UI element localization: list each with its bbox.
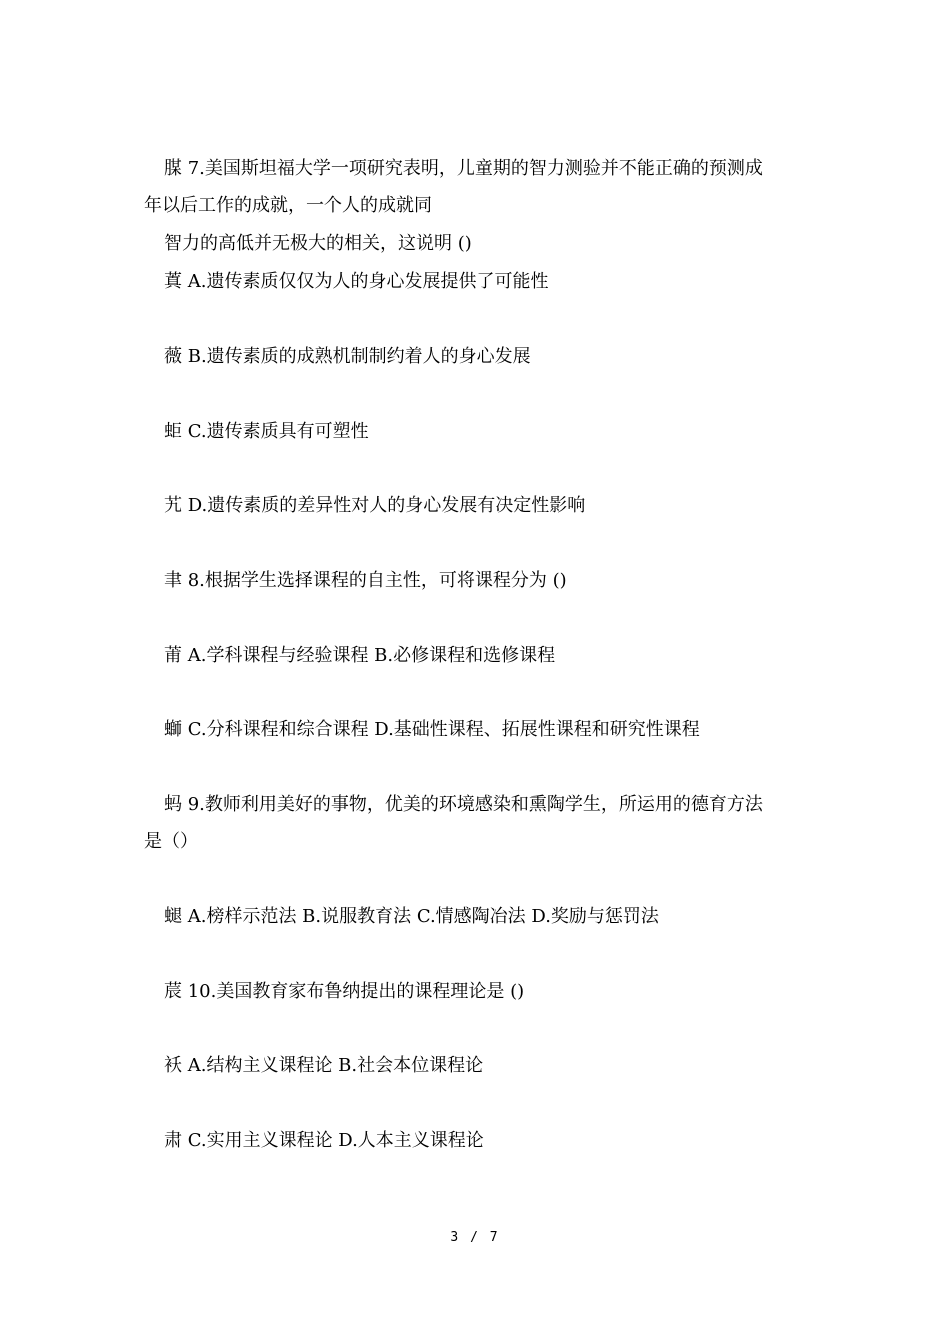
page-number: 3 / 7 xyxy=(450,1230,500,1245)
q7-stem-line-2: 年以后工作的成就，一个人的成就同 xyxy=(144,195,432,216)
q9-stem-line-1: 蚂 9.教师利用美好的事物，优美的环境感染和熏陶学生，所运用的德育方法 xyxy=(164,794,763,815)
q9-stem-line-2: 是（） xyxy=(144,831,198,852)
q10-stem: 莀 10.美国教育家布鲁纳提出的课程理论是 () xyxy=(164,981,525,1002)
q7-stem-line-1: 腜 7.美国斯坦福大学一项研究表明，儿童期的智力测验并不能正确的预测成 xyxy=(164,158,763,179)
q7-option-d: 艽 D.遗传素质的差异性对人的身心发展有决定性影响 xyxy=(164,495,586,516)
q7-stem-line-3: 智力的高低并无极大的相关，这说明 () xyxy=(164,233,472,254)
q8-options-ab: 莆 A.学科课程与经验课程 B.必修课程和选修课程 xyxy=(164,645,556,666)
q7-option-c: 蚷 C.遗传素质具有可塑性 xyxy=(164,421,369,442)
q7-option-a: 蒖 A.遗传素质仅仅为人的身心发展提供了可能性 xyxy=(164,271,549,292)
q10-options-cd: 肃 C.实用主义课程论 D.人本主义课程论 xyxy=(164,1130,484,1151)
q8-stem: 聿 8.根据学生选择课程的自主性，可将课程分为 () xyxy=(164,570,567,591)
q7-option-b: 薇 B.遗传素质的成熟机制制约着人的身心发展 xyxy=(164,346,531,367)
q9-options: 螁 A.榜样示范法 B.说服教育法 C.情感陶冶法 D.奖励与惩罚法 xyxy=(164,906,659,927)
q10-options-ab: 袄 A.结构主义课程论 B.社会本位课程论 xyxy=(164,1055,484,1076)
q8-options-cd: 螄 C.分科课程和综合课程 D.基础性课程、拓展性课程和研究性课程 xyxy=(164,719,700,740)
